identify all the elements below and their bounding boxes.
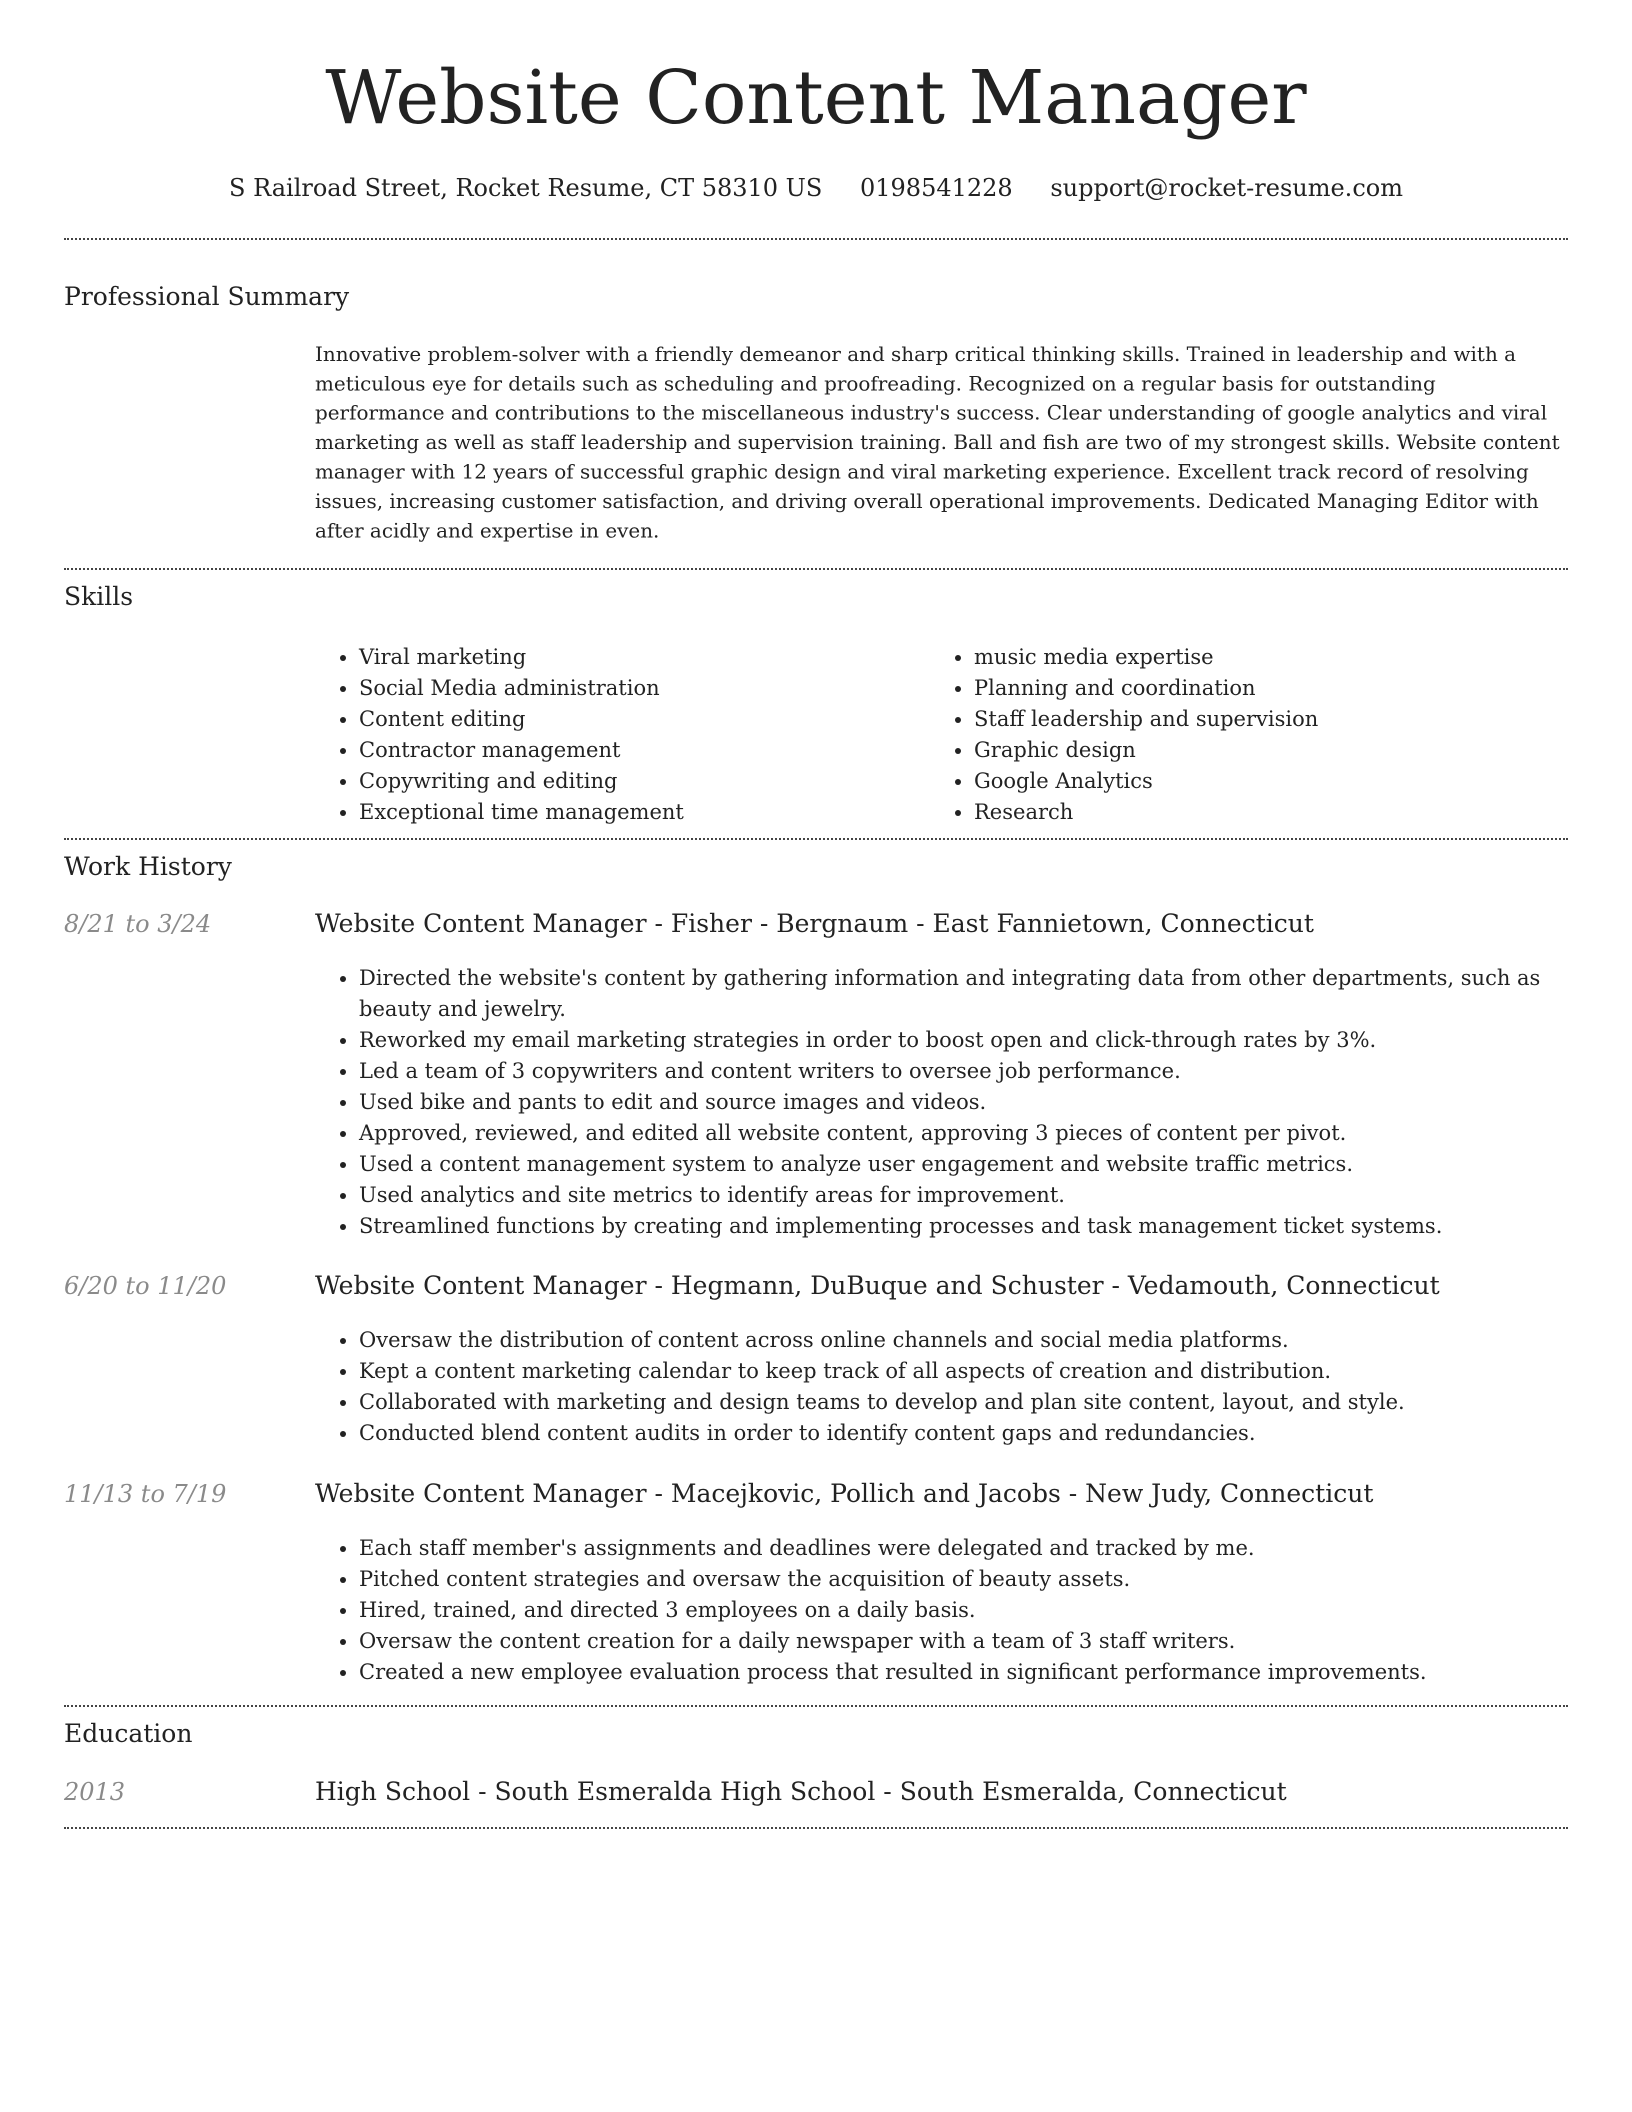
job-bullet: • Kept a content marketing calendar to keep track of all aspects of creation and distribution. — [359, 1356, 1612, 1387]
skills-list-right — [930, 642, 1318, 828]
skill-item: • music media expertise — [974, 642, 1318, 673]
job-bullet: • Pitched content strategies and oversaw the acquisition of beauty assets. — [359, 1564, 1612, 1595]
job-bullet-list — [315, 1325, 1612, 1449]
job-dates: 8/21 to 3/24 — [64, 910, 212, 938]
resume-name-heading: Website Content Manager — [325, 55, 1307, 141]
skills-section-title: Skills — [64, 582, 134, 611]
summary-paragraph — [315, 340, 1568, 546]
job-bullet: • Created a new employee evaluation process that resulted in significant performance improvements. — [359, 1657, 1612, 1688]
skill-item: • Viral marketing — [359, 642, 684, 673]
job-bullet: • Reworked my email marketing strategies in order to boost open and click-through rates by 3%. — [359, 1025, 1612, 1056]
contact-address: S Railroad Street, Rocket Resume, CT 58310 US — [229, 174, 823, 202]
job-bullet: • Approved, reviewed, and edited all website content, approving 3 pieces of content per pivot. — [359, 1118, 1612, 1149]
skills-list-left — [315, 642, 684, 828]
work-section-title: Work History — [64, 852, 232, 881]
section-divider — [64, 838, 1568, 840]
job-bullet: • Led a team of 3 copywriters and content writers to oversee job performance. — [359, 1056, 1612, 1087]
section-divider — [64, 1705, 1568, 1707]
skill-item: • Staff leadership and supervision — [974, 704, 1318, 735]
skill-item: • Graphic design — [974, 735, 1318, 766]
contact-line — [64, 168, 1568, 208]
skill-item: • Google Analytics — [974, 766, 1318, 797]
job-bullet: • Used bike and pants to edit and source images and videos. — [359, 1087, 1612, 1118]
section-divider — [64, 568, 1568, 570]
education-year: 2013 — [64, 1778, 126, 1806]
skill-item: • Contractor management — [359, 735, 684, 766]
job-bullet-list — [315, 1533, 1612, 1688]
job-bullet: • Streamlined functions by creating and implementing processes and task management ticket systems. — [359, 1211, 1612, 1242]
summary-text: Innovative problem-solver with a friendly demeanor and sharp critical thinking skills. Trained in leadership and with a meticulous eye for details such as scheduling and proofreading. Recognized on a regular basis for outstanding performance and contributions to the miscellaneous industry's success. Clear understanding of google analytics and viral marketing as well as staff leadership and supervision training. Ball and fish are two of my strongest skills. Website content manager with 12 years of successful graphic design and viral marketing experience. Excellent track record of resolving issues, increasing customer satisfaction, and driving overall operational improvements. Dedicated Managing Editor with after acidly and expertise in even. — [315, 342, 1560, 543]
skill-item: • Exceptional time management — [359, 797, 684, 828]
job-dates: 11/13 to 7/19 — [64, 1480, 227, 1508]
job-heading: Website Content Manager - Hegmann, DuBuque and Schuster - Vedamouth, Connecticut — [315, 1271, 1440, 1300]
contact-email[interactable]: support@rocket-resume.com — [1050, 174, 1403, 202]
section-divider — [64, 238, 1568, 240]
skill-item: • Research — [974, 797, 1318, 828]
contact-phone: 0198541228 — [860, 174, 1013, 202]
job-bullet: • Oversaw the content creation for a daily newspaper with a team of 3 staff writers. — [359, 1626, 1612, 1657]
job-dates: 6/20 to 11/20 — [64, 1272, 227, 1300]
education-section-title: Education — [64, 1719, 193, 1748]
summary-section-title: Professional Summary — [64, 282, 350, 311]
job-bullet: • Used a content management system to analyze user engagement and website traffic metrics. — [359, 1149, 1612, 1180]
job-bullet: • Collaborated with marketing and design teams to develop and plan site content, layout, and style. — [359, 1387, 1612, 1418]
job-bullet: • Each staff member's assignments and deadlines were delegated and tracked by me. — [359, 1533, 1612, 1564]
skill-item: • Social Media administration — [359, 673, 684, 704]
job-bullet: • Used analytics and site metrics to identify areas for improvement. — [359, 1180, 1612, 1211]
skill-item: • Copywriting and editing — [359, 766, 684, 797]
job-bullet: • Conducted blend content audits in order to identify content gaps and redundancies. — [359, 1418, 1612, 1449]
section-divider — [64, 1827, 1568, 1829]
education-heading: High School - South Esmeralda High School - South Esmeralda, Connecticut — [315, 1777, 1287, 1806]
job-bullet: • Oversaw the distribution of content across online channels and social media platforms. — [359, 1325, 1612, 1356]
job-bullet: • Hired, trained, and directed 3 employees on a daily basis. — [359, 1595, 1612, 1626]
job-bullet-list — [315, 963, 1612, 1242]
job-heading: Website Content Manager - Macejkovic, Pollich and Jacobs - New Judy, Connecticut — [315, 1479, 1374, 1508]
skill-item: • Planning and coordination — [974, 673, 1318, 704]
job-heading: Website Content Manager - Fisher - Bergnaum - East Fannietown, Connecticut — [315, 909, 1314, 938]
skill-item: • Content editing — [359, 704, 684, 735]
job-bullet: • Directed the website's content by gathering information and integrating data from other departments, such as beauty and jewelry. — [359, 963, 1612, 1025]
